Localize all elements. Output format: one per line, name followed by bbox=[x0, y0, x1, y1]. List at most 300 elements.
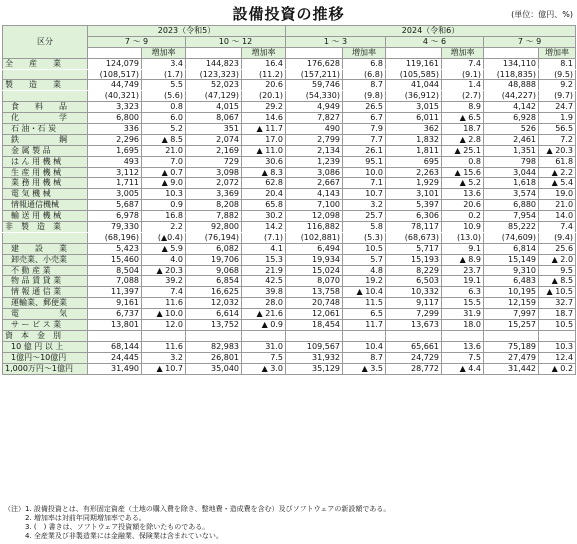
growth-cell: 65.8 bbox=[242, 200, 286, 211]
amount-cell: 15,460 bbox=[88, 254, 142, 265]
amount-cell: 6,011 bbox=[386, 113, 442, 124]
capex-table bbox=[2, 25, 576, 375]
amount-cell: 3,005 bbox=[88, 189, 142, 200]
growth-cell: 10.4 bbox=[343, 341, 386, 352]
growth-cell: 14.2 bbox=[242, 222, 286, 233]
growth-cell: (9.5) bbox=[539, 69, 576, 80]
growth-cell bbox=[343, 330, 386, 341]
amount-cell: 19,934 bbox=[286, 254, 343, 265]
growth-cell: 7.9 bbox=[343, 124, 386, 135]
growth-cell: 16.8 bbox=[142, 211, 186, 222]
growth-cell: 3.4 bbox=[142, 58, 186, 69]
growth-cell: ▲ 5.4 bbox=[539, 178, 576, 189]
table-row bbox=[3, 167, 576, 178]
amount-cell: 6,854 bbox=[186, 276, 242, 287]
growth-cell: 31.9 bbox=[442, 309, 484, 320]
growth-cell: 20.4 bbox=[242, 189, 286, 200]
growth-cell: 15.5 bbox=[442, 298, 484, 309]
amount-cell: (108,517) bbox=[88, 69, 142, 80]
row-label: 生 産 用 機 械 bbox=[3, 167, 88, 178]
growth-cell: 10.3 bbox=[539, 341, 576, 352]
amount-cell: 6,306 bbox=[386, 211, 442, 222]
growth-cell: (9.1) bbox=[442, 69, 484, 80]
growth-cell: (▲0.4) bbox=[142, 232, 186, 243]
table-row bbox=[3, 222, 576, 233]
growth-cell: ▲ 10.0 bbox=[142, 309, 186, 320]
growth-cell: 25.7 bbox=[343, 211, 386, 222]
amount-cell: 124,079 bbox=[88, 58, 142, 69]
row-label: 業 務 用 機 械 bbox=[3, 178, 88, 189]
amount-cell: 31,490 bbox=[88, 363, 142, 374]
amount-cell: 7,954 bbox=[484, 211, 539, 222]
amount-cell: 19,706 bbox=[186, 254, 242, 265]
growth-cell: 10.3 bbox=[142, 189, 186, 200]
growth-cell: 0.9 bbox=[142, 200, 186, 211]
header-amount-blank bbox=[386, 47, 442, 58]
amount-cell: 9,068 bbox=[186, 265, 242, 276]
amount-cell: 1,351 bbox=[484, 145, 539, 156]
growth-cell: (9.7) bbox=[539, 91, 576, 102]
amount-cell: 1,711 bbox=[88, 178, 142, 189]
growth-cell: 30.2 bbox=[242, 211, 286, 222]
growth-cell bbox=[442, 330, 484, 341]
row-label: 鉄 鋼 bbox=[3, 134, 88, 145]
growth-cell: ▲ 5.2 bbox=[442, 178, 484, 189]
growth-cell: ▲ 8.5 bbox=[539, 276, 576, 287]
amount-cell: 13,673 bbox=[386, 320, 442, 331]
growth-cell: ▲ 2.8 bbox=[442, 134, 484, 145]
growth-cell: 13.6 bbox=[442, 341, 484, 352]
growth-cell: 5.5 bbox=[142, 80, 186, 91]
growth-cell: 7.4 bbox=[442, 58, 484, 69]
growth-cell: 11.6 bbox=[142, 341, 186, 352]
growth-cell: 20.6 bbox=[242, 80, 286, 91]
growth-cell: ▲ 25.1 bbox=[442, 145, 484, 156]
amount-cell: 65,661 bbox=[386, 341, 442, 352]
amount-cell: 8,070 bbox=[286, 276, 343, 287]
amount-cell: 5,423 bbox=[88, 243, 142, 254]
growth-cell: ▲ 8.3 bbox=[242, 167, 286, 178]
growth-cell: 24.7 bbox=[539, 102, 576, 113]
amount-cell: 6,614 bbox=[186, 309, 242, 320]
row-label: 電 気 機 械 bbox=[3, 189, 88, 200]
footnote: 2. 増加率は対前年同期増加率である。 bbox=[4, 514, 146, 522]
amount-cell: 16,625 bbox=[186, 287, 242, 298]
row-label: 電 気 bbox=[3, 309, 88, 320]
row-label: 資 本 金 別 bbox=[3, 330, 88, 341]
growth-cell: 20.6 bbox=[442, 200, 484, 211]
table-row bbox=[3, 102, 576, 113]
table-row bbox=[3, 309, 576, 320]
amount-cell: 526 bbox=[484, 124, 539, 135]
amount-cell: 48,888 bbox=[484, 80, 539, 91]
growth-cell: 7.0 bbox=[142, 156, 186, 167]
growth-cell: 0.8 bbox=[142, 102, 186, 113]
growth-cell: (1.7) bbox=[142, 69, 186, 80]
header-period: 10 〜 12 bbox=[186, 36, 286, 47]
growth-cell: (9.8) bbox=[343, 91, 386, 102]
amount-cell: 8,208 bbox=[186, 200, 242, 211]
amount-cell: 8,067 bbox=[186, 113, 242, 124]
amount-cell: (44,227) bbox=[484, 91, 539, 102]
amount-cell bbox=[186, 330, 242, 341]
amount-cell: (102,881) bbox=[286, 232, 343, 243]
row-label: 不 動 産 業 bbox=[3, 265, 88, 276]
growth-cell: 18.7 bbox=[539, 309, 576, 320]
amount-cell: 6,082 bbox=[186, 243, 242, 254]
amount-cell: 82,983 bbox=[186, 341, 242, 352]
row-label: 製 造 業 bbox=[3, 80, 88, 91]
amount-cell: 27,479 bbox=[484, 352, 539, 363]
amount-cell: 1,832 bbox=[386, 134, 442, 145]
row-label: 10 億 円 以 上 bbox=[3, 341, 88, 352]
growth-cell: 39.8 bbox=[242, 287, 286, 298]
table-row bbox=[3, 58, 576, 69]
header-year-2023: 2023（令和5） bbox=[88, 26, 286, 37]
growth-cell: (5.3) bbox=[343, 232, 386, 243]
amount-cell: 31,932 bbox=[286, 352, 343, 363]
row-label: サ ー ビ ス 業 bbox=[3, 320, 88, 331]
table-row bbox=[3, 298, 576, 309]
table-row bbox=[3, 200, 576, 211]
table-row bbox=[3, 124, 576, 135]
growth-cell: 13.6 bbox=[442, 189, 484, 200]
amount-cell: 336 bbox=[88, 124, 142, 135]
growth-cell: ▲ 10.7 bbox=[142, 363, 186, 374]
growth-cell: ▲ 10.5 bbox=[539, 287, 576, 298]
amount-cell: 2,263 bbox=[386, 167, 442, 178]
header-period: 7 〜 9 bbox=[484, 36, 576, 47]
amount-cell: 12,098 bbox=[286, 211, 343, 222]
header-period: 1 〜 3 bbox=[286, 36, 386, 47]
amount-cell: 15,024 bbox=[286, 265, 343, 276]
amount-cell: (54,330) bbox=[286, 91, 343, 102]
header-growth: 増加率 bbox=[343, 47, 386, 58]
growth-cell: 42.5 bbox=[242, 276, 286, 287]
growth-cell: ▲ 3.5 bbox=[343, 363, 386, 374]
amount-cell: 3,044 bbox=[484, 167, 539, 178]
header-growth: 増加率 bbox=[242, 47, 286, 58]
amount-cell: 13,801 bbox=[88, 320, 142, 331]
growth-cell: 19.1 bbox=[442, 276, 484, 287]
growth-cell: 61.8 bbox=[539, 156, 576, 167]
growth-cell: 6.5 bbox=[343, 309, 386, 320]
amount-cell: 59,746 bbox=[286, 80, 343, 91]
amount-cell: 6,800 bbox=[88, 113, 142, 124]
growth-cell: ▲ 20.3 bbox=[142, 265, 186, 276]
amount-cell: 6,880 bbox=[484, 200, 539, 211]
amount-cell: 12,032 bbox=[186, 298, 242, 309]
footnotes bbox=[4, 505, 390, 541]
row-label: 物 品 賃 貸 業 bbox=[3, 276, 88, 287]
amount-cell: 20,748 bbox=[286, 298, 343, 309]
amount-cell: 5,717 bbox=[386, 243, 442, 254]
row-label bbox=[3, 69, 88, 80]
amount-cell: 116,882 bbox=[286, 222, 343, 233]
growth-cell: ▲ 4.4 bbox=[442, 363, 484, 374]
amount-cell: 3,086 bbox=[286, 167, 343, 178]
table-row bbox=[3, 211, 576, 222]
row-label: 石 油・石 炭 bbox=[3, 124, 88, 135]
amount-cell: 6,928 bbox=[484, 113, 539, 124]
growth-cell: 11.5 bbox=[343, 298, 386, 309]
amount-cell: 7,100 bbox=[286, 200, 343, 211]
row-label: 情 報 通 信 業 bbox=[3, 287, 88, 298]
growth-cell: 32.7 bbox=[539, 298, 576, 309]
amount-cell: 4,015 bbox=[186, 102, 242, 113]
growth-cell: ▲ 6.5 bbox=[442, 113, 484, 124]
amount-cell: 1,618 bbox=[484, 178, 539, 189]
row-label bbox=[3, 91, 88, 102]
row-label: 建 設 業 bbox=[3, 243, 88, 254]
growth-cell: 29.2 bbox=[242, 102, 286, 113]
amount-cell: 35,129 bbox=[286, 363, 343, 374]
growth-cell: 31.0 bbox=[242, 341, 286, 352]
table-row bbox=[3, 287, 576, 298]
amount-cell: 10,195 bbox=[484, 287, 539, 298]
unit-label: (単位：億円、%) bbox=[511, 10, 573, 19]
growth-cell: 17.0 bbox=[242, 134, 286, 145]
amount-cell: 362 bbox=[386, 124, 442, 135]
amount-cell: 134,110 bbox=[484, 58, 539, 69]
growth-cell: 23.7 bbox=[442, 265, 484, 276]
amount-cell: 3,574 bbox=[484, 189, 539, 200]
amount-cell: 85,222 bbox=[484, 222, 539, 233]
table-row bbox=[3, 80, 576, 91]
header-amount-blank bbox=[88, 47, 142, 58]
growth-cell: ▲ 0.7 bbox=[142, 167, 186, 178]
page-title: 設備投資の推移 bbox=[232, 5, 345, 23]
row-label: 情報通信機械 bbox=[3, 200, 88, 211]
table-row bbox=[3, 341, 576, 352]
amount-cell: 10,332 bbox=[386, 287, 442, 298]
amount-cell: 9,161 bbox=[88, 298, 142, 309]
row-label: 輸 送 用 機 械 bbox=[3, 211, 88, 222]
growth-cell: ▲ 20.3 bbox=[539, 145, 576, 156]
growth-cell: 12.0 bbox=[142, 320, 186, 331]
amount-cell: 7,088 bbox=[88, 276, 142, 287]
growth-cell: 30.6 bbox=[242, 156, 286, 167]
growth-cell: ▲ 2.2 bbox=[539, 167, 576, 178]
amount-cell: 12,159 bbox=[484, 298, 539, 309]
amount-cell: 5,687 bbox=[88, 200, 142, 211]
amount-cell: (123,323) bbox=[186, 69, 242, 80]
table-body bbox=[3, 26, 576, 375]
growth-cell: ▲ 0.9 bbox=[242, 320, 286, 331]
growth-cell: 19.0 bbox=[539, 189, 576, 200]
amount-cell: (40,321) bbox=[88, 91, 142, 102]
amount-cell: 2,799 bbox=[286, 134, 343, 145]
growth-cell: 28.0 bbox=[242, 298, 286, 309]
growth-cell: 8.7 bbox=[343, 80, 386, 91]
row-label: 食 料 品 bbox=[3, 102, 88, 113]
row-label: は ん 用 機 械 bbox=[3, 156, 88, 167]
growth-cell: 7.5 bbox=[242, 352, 286, 363]
table-row bbox=[3, 363, 576, 374]
growth-cell: ▲ 2.0 bbox=[539, 254, 576, 265]
growth-cell: 8.7 bbox=[343, 352, 386, 363]
growth-cell: 39.2 bbox=[142, 276, 186, 287]
row-label: 全 産 業 bbox=[3, 58, 88, 69]
growth-cell: 16.4 bbox=[242, 58, 286, 69]
amount-cell: 68,144 bbox=[88, 341, 142, 352]
growth-cell: 18.7 bbox=[442, 124, 484, 135]
header-year-2024: 2024（令和6） bbox=[286, 26, 576, 37]
amount-cell: 2,169 bbox=[186, 145, 242, 156]
amount-cell: 493 bbox=[88, 156, 142, 167]
amount-cell: 3,098 bbox=[186, 167, 242, 178]
growth-cell: 15.3 bbox=[242, 254, 286, 265]
amount-cell: 2,461 bbox=[484, 134, 539, 145]
amount-cell: 119,161 bbox=[386, 58, 442, 69]
growth-cell: 14.6 bbox=[242, 113, 286, 124]
amount-cell: 176,628 bbox=[286, 58, 343, 69]
growth-cell: 3.2 bbox=[142, 352, 186, 363]
table-row bbox=[3, 232, 576, 243]
amount-cell bbox=[386, 330, 442, 341]
amount-cell: 15,257 bbox=[484, 320, 539, 331]
growth-cell: 6.8 bbox=[343, 58, 386, 69]
growth-cell bbox=[142, 330, 186, 341]
growth-cell: (11.2) bbox=[242, 69, 286, 80]
growth-cell: 14.0 bbox=[539, 211, 576, 222]
table-row bbox=[3, 265, 576, 276]
amount-cell: 2,074 bbox=[186, 134, 242, 145]
amount-cell: (47,129) bbox=[186, 91, 242, 102]
amount-cell: 6,503 bbox=[386, 276, 442, 287]
amount-cell: 1,695 bbox=[88, 145, 142, 156]
amount-cell: 12,061 bbox=[286, 309, 343, 320]
amount-cell: (76,194) bbox=[186, 232, 242, 243]
growth-cell: 6.7 bbox=[343, 113, 386, 124]
growth-cell: 4.1 bbox=[242, 243, 286, 254]
growth-cell: 7.7 bbox=[343, 134, 386, 145]
growth-cell: 3.2 bbox=[343, 200, 386, 211]
growth-cell: 9.2 bbox=[539, 80, 576, 91]
amount-cell: 7,827 bbox=[286, 113, 343, 124]
table-row bbox=[3, 254, 576, 265]
amount-cell: 41,044 bbox=[386, 80, 442, 91]
amount-cell: 798 bbox=[484, 156, 539, 167]
amount-cell: 695 bbox=[386, 156, 442, 167]
amount-cell: 35,040 bbox=[186, 363, 242, 374]
growth-cell: (5.6) bbox=[142, 91, 186, 102]
header-period: 4 〜 6 bbox=[386, 36, 484, 47]
header-row-periods bbox=[3, 36, 576, 47]
table-row bbox=[3, 145, 576, 156]
amount-cell bbox=[286, 330, 343, 341]
growth-cell: 56.5 bbox=[539, 124, 576, 135]
growth-cell: 4.8 bbox=[343, 265, 386, 276]
amount-cell: 3,101 bbox=[386, 189, 442, 200]
growth-cell: (6.8) bbox=[343, 69, 386, 80]
amount-cell: 2,296 bbox=[88, 134, 142, 145]
header-growth: 増加率 bbox=[442, 47, 484, 58]
growth-cell: 95.1 bbox=[343, 156, 386, 167]
amount-cell: (68,196) bbox=[88, 232, 142, 243]
growth-cell: ▲ 3.0 bbox=[242, 363, 286, 374]
growth-cell: ▲ 15.6 bbox=[442, 167, 484, 178]
amount-cell: 9,117 bbox=[386, 298, 442, 309]
header-row-years bbox=[3, 26, 576, 37]
amount-cell: 13,752 bbox=[186, 320, 242, 331]
amount-cell: 6,978 bbox=[88, 211, 142, 222]
header-category: 区分 bbox=[3, 26, 88, 59]
growth-cell: 26.5 bbox=[343, 102, 386, 113]
growth-cell: ▲ 8.5 bbox=[142, 134, 186, 145]
growth-cell: 4.0 bbox=[142, 254, 186, 265]
growth-cell: 19.2 bbox=[343, 276, 386, 287]
growth-cell: 21.9 bbox=[242, 265, 286, 276]
amount-cell: 2,072 bbox=[186, 178, 242, 189]
growth-cell: 0.2 bbox=[442, 211, 484, 222]
growth-cell: (2.7) bbox=[442, 91, 484, 102]
amount-cell: 24,445 bbox=[88, 352, 142, 363]
amount-cell: 2,134 bbox=[286, 145, 343, 156]
amount-cell: (157,211) bbox=[286, 69, 343, 80]
amount-cell: 7,882 bbox=[186, 211, 242, 222]
amount-cell: 31,442 bbox=[484, 363, 539, 374]
header-row-growth bbox=[3, 47, 576, 58]
growth-cell: ▲ 8.9 bbox=[442, 254, 484, 265]
growth-cell: 8.9 bbox=[442, 102, 484, 113]
growth-cell: 0.8 bbox=[442, 156, 484, 167]
growth-cell bbox=[539, 330, 576, 341]
amount-cell: 7,299 bbox=[386, 309, 442, 320]
amount-cell: (68,673) bbox=[386, 232, 442, 243]
growth-cell: 11.6 bbox=[142, 298, 186, 309]
header-growth: 増加率 bbox=[539, 47, 576, 58]
growth-cell: 21.0 bbox=[142, 145, 186, 156]
growth-cell: ▲ 5.9 bbox=[142, 243, 186, 254]
amount-cell: 144,823 bbox=[186, 58, 242, 69]
growth-cell: 9.5 bbox=[539, 265, 576, 276]
growth-cell: 7.2 bbox=[539, 134, 576, 145]
growth-cell: (13.0) bbox=[442, 232, 484, 243]
table-row bbox=[3, 69, 576, 80]
growth-cell: (7.1) bbox=[242, 232, 286, 243]
amount-cell: 490 bbox=[286, 124, 343, 135]
amount-cell: 2,667 bbox=[286, 178, 343, 189]
amount-cell: 1,811 bbox=[386, 145, 442, 156]
growth-cell: 1.4 bbox=[442, 80, 484, 91]
growth-cell: 6.0 bbox=[142, 113, 186, 124]
amount-cell: 92,800 bbox=[186, 222, 242, 233]
row-label: 1億円〜10億円 bbox=[3, 352, 88, 363]
amount-cell: (105,585) bbox=[386, 69, 442, 80]
amount-cell: 8,504 bbox=[88, 265, 142, 276]
header-growth: 増加率 bbox=[142, 47, 186, 58]
amount-cell: 5,397 bbox=[386, 200, 442, 211]
amount-cell: 15,149 bbox=[484, 254, 539, 265]
amount-cell: (74,609) bbox=[484, 232, 539, 243]
amount-cell: 28,772 bbox=[386, 363, 442, 374]
table-row bbox=[3, 134, 576, 145]
growth-cell: 10.7 bbox=[343, 189, 386, 200]
growth-cell: (20.1) bbox=[242, 91, 286, 102]
growth-cell: 5.7 bbox=[343, 254, 386, 265]
amount-cell: 1,929 bbox=[386, 178, 442, 189]
row-label: 化 学 bbox=[3, 113, 88, 124]
growth-cell: 6.3 bbox=[442, 287, 484, 298]
amount-cell: 79,330 bbox=[88, 222, 142, 233]
amount-cell: 351 bbox=[186, 124, 242, 135]
header-amount-blank bbox=[484, 47, 539, 58]
growth-cell: ▲ 11.0 bbox=[242, 145, 286, 156]
amount-cell: 4,143 bbox=[286, 189, 343, 200]
table-row bbox=[3, 91, 576, 102]
row-label: 1,000万円〜1億円 bbox=[3, 363, 88, 374]
